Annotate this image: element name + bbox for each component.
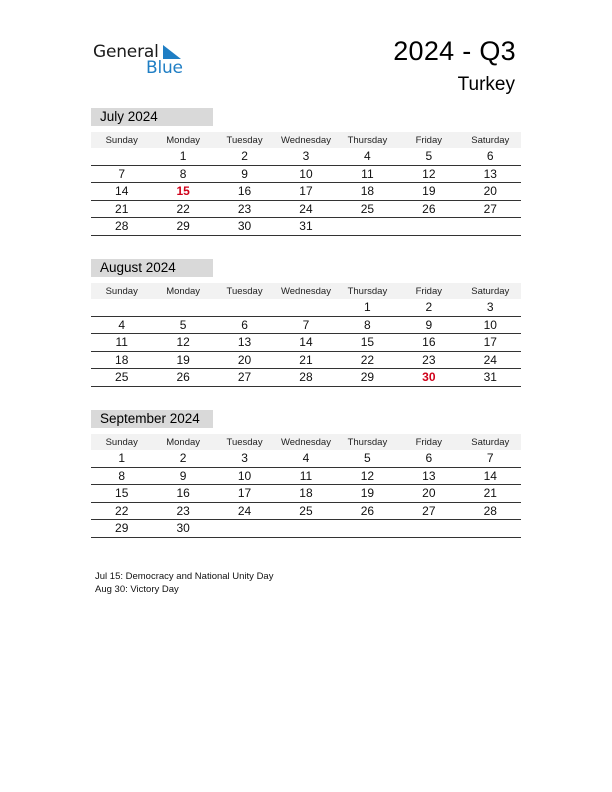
day-cell: 4 — [91, 316, 152, 334]
month-grid — [91, 132, 521, 236]
weekday-header: Friday — [398, 434, 459, 450]
week-row — [91, 334, 521, 352]
day-cell: 20 — [214, 351, 275, 369]
weekday-header: Wednesday — [275, 132, 336, 148]
day-cell: 26 — [398, 200, 459, 218]
day-cell: 4 — [337, 148, 398, 165]
day-cell: 23 — [398, 351, 459, 369]
week-row — [91, 200, 521, 218]
day-cell: 19 — [152, 351, 213, 369]
week-row — [91, 485, 521, 503]
day-cell: 11 — [337, 165, 398, 183]
day-cell: 19 — [398, 183, 459, 201]
day-cell: 5 — [152, 316, 213, 334]
day-cell: 11 — [91, 334, 152, 352]
day-cell: 30 — [152, 520, 213, 538]
day-cell: 18 — [91, 351, 152, 369]
day-cell: 30 — [398, 369, 459, 387]
day-cell: 26 — [337, 502, 398, 520]
day-cell: 18 — [275, 485, 336, 503]
day-cell — [398, 218, 459, 236]
day-cell: 15 — [152, 183, 213, 201]
day-cell: 10 — [214, 467, 275, 485]
day-cell: 5 — [398, 148, 459, 165]
day-cell: 17 — [214, 485, 275, 503]
day-cell: 27 — [214, 369, 275, 387]
day-cell: 16 — [214, 183, 275, 201]
day-cell: 22 — [152, 200, 213, 218]
day-cell: 19 — [337, 485, 398, 503]
weekday-header: Saturday — [460, 283, 521, 299]
day-cell: 7 — [91, 165, 152, 183]
day-cell — [214, 520, 275, 538]
day-cell: 31 — [275, 218, 336, 236]
weekday-header: Friday — [398, 283, 459, 299]
weekday-header: Tuesday — [214, 132, 275, 148]
day-cell: 28 — [460, 502, 521, 520]
day-cell: 3 — [214, 450, 275, 467]
day-cell: 14 — [91, 183, 152, 201]
day-cell: 1 — [152, 148, 213, 165]
day-cell: 25 — [91, 369, 152, 387]
holiday-note: Aug 30: Victory Day — [95, 584, 179, 595]
day-cell: 28 — [275, 369, 336, 387]
day-cell: 14 — [275, 334, 336, 352]
day-cell: 15 — [91, 485, 152, 503]
month-label: August 2024 — [91, 259, 213, 277]
day-cell: 3 — [460, 299, 521, 316]
day-cell: 23 — [152, 502, 213, 520]
month-grid — [91, 283, 521, 387]
week-row — [91, 148, 521, 165]
week-row — [91, 218, 521, 236]
day-cell: 1 — [337, 299, 398, 316]
day-cell: 22 — [337, 351, 398, 369]
week-row — [91, 351, 521, 369]
day-cell: 28 — [91, 218, 152, 236]
day-cell: 21 — [460, 485, 521, 503]
month-grid — [91, 434, 521, 538]
day-cell — [337, 218, 398, 236]
day-cell: 1 — [91, 450, 152, 467]
day-cell: 17 — [275, 183, 336, 201]
month-block — [91, 108, 521, 236]
weekday-header: Sunday — [91, 434, 152, 450]
weekday-header: Monday — [152, 283, 213, 299]
week-row — [91, 502, 521, 520]
week-row — [91, 299, 521, 316]
day-cell: 8 — [337, 316, 398, 334]
day-cell: 11 — [275, 467, 336, 485]
week-row — [91, 183, 521, 201]
day-cell — [91, 148, 152, 165]
day-cell — [152, 299, 213, 316]
day-cell: 16 — [398, 334, 459, 352]
weekday-header: Thursday — [337, 283, 398, 299]
holiday-note: Jul 15: Democracy and National Unity Day — [95, 571, 274, 582]
day-cell: 21 — [275, 351, 336, 369]
day-cell: 23 — [214, 200, 275, 218]
day-cell: 29 — [152, 218, 213, 236]
day-cell: 26 — [152, 369, 213, 387]
day-cell: 6 — [460, 148, 521, 165]
day-cell: 29 — [91, 520, 152, 538]
day-cell: 4 — [275, 450, 336, 467]
day-cell: 21 — [91, 200, 152, 218]
day-cell: 3 — [275, 148, 336, 165]
week-row — [91, 165, 521, 183]
weekday-header: Thursday — [337, 434, 398, 450]
day-cell — [275, 299, 336, 316]
day-cell: 2 — [214, 148, 275, 165]
day-cell: 25 — [337, 200, 398, 218]
weekday-header: Wednesday — [275, 434, 336, 450]
day-cell: 13 — [398, 467, 459, 485]
weekday-header: Saturday — [460, 132, 521, 148]
day-cell: 25 — [275, 502, 336, 520]
week-row — [91, 467, 521, 485]
holiday-notes — [95, 570, 273, 596]
day-cell: 6 — [214, 316, 275, 334]
day-cell: 27 — [398, 502, 459, 520]
page-title: 2024 - Q3 — [393, 36, 516, 66]
day-cell: 9 — [398, 316, 459, 334]
day-cell: 16 — [152, 485, 213, 503]
brand-blue-text: Blue — [146, 58, 183, 78]
weekday-header: Thursday — [337, 132, 398, 148]
weekday-header: Sunday — [91, 283, 152, 299]
week-row — [91, 520, 521, 538]
brand-general-text: General — [93, 42, 159, 62]
day-cell: 7 — [275, 316, 336, 334]
day-cell: 22 — [91, 502, 152, 520]
day-cell — [91, 299, 152, 316]
day-cell: 30 — [214, 218, 275, 236]
month-label: July 2024 — [91, 108, 213, 126]
weekday-header: Tuesday — [214, 434, 275, 450]
day-cell: 24 — [275, 200, 336, 218]
day-cell: 20 — [460, 183, 521, 201]
day-cell — [275, 520, 336, 538]
day-cell: 29 — [337, 369, 398, 387]
country-name: Turkey — [457, 74, 515, 95]
month-block — [91, 410, 521, 538]
day-cell: 24 — [460, 351, 521, 369]
day-cell: 8 — [91, 467, 152, 485]
weekday-header: Friday — [398, 132, 459, 148]
week-row — [91, 316, 521, 334]
weekday-header: Monday — [152, 434, 213, 450]
day-cell: 20 — [398, 485, 459, 503]
week-row — [91, 450, 521, 467]
day-cell: 6 — [398, 450, 459, 467]
day-cell: 13 — [214, 334, 275, 352]
day-cell: 12 — [398, 165, 459, 183]
day-cell: 7 — [460, 450, 521, 467]
day-cell: 2 — [152, 450, 213, 467]
weekday-header: Tuesday — [214, 283, 275, 299]
day-cell: 31 — [460, 369, 521, 387]
day-cell: 2 — [398, 299, 459, 316]
day-cell: 17 — [460, 334, 521, 352]
day-cell: 13 — [460, 165, 521, 183]
day-cell — [214, 299, 275, 316]
day-cell — [337, 520, 398, 538]
day-cell: 5 — [337, 450, 398, 467]
day-cell — [398, 520, 459, 538]
weekday-header: Saturday — [460, 434, 521, 450]
day-cell: 15 — [337, 334, 398, 352]
day-cell: 10 — [275, 165, 336, 183]
day-cell: 14 — [460, 467, 521, 485]
weekday-header: Wednesday — [275, 283, 336, 299]
day-cell: 12 — [337, 467, 398, 485]
brand-logo — [93, 40, 193, 80]
day-cell: 10 — [460, 316, 521, 334]
weekday-header: Sunday — [91, 132, 152, 148]
day-cell: 12 — [152, 334, 213, 352]
weekday-header: Monday — [152, 132, 213, 148]
month-block — [91, 259, 521, 387]
day-cell: 24 — [214, 502, 275, 520]
month-label: September 2024 — [91, 410, 213, 428]
day-cell: 18 — [337, 183, 398, 201]
day-cell: 9 — [152, 467, 213, 485]
day-cell — [460, 218, 521, 236]
day-cell: 8 — [152, 165, 213, 183]
day-cell: 27 — [460, 200, 521, 218]
week-row — [91, 369, 521, 387]
day-cell — [460, 520, 521, 538]
day-cell: 9 — [214, 165, 275, 183]
